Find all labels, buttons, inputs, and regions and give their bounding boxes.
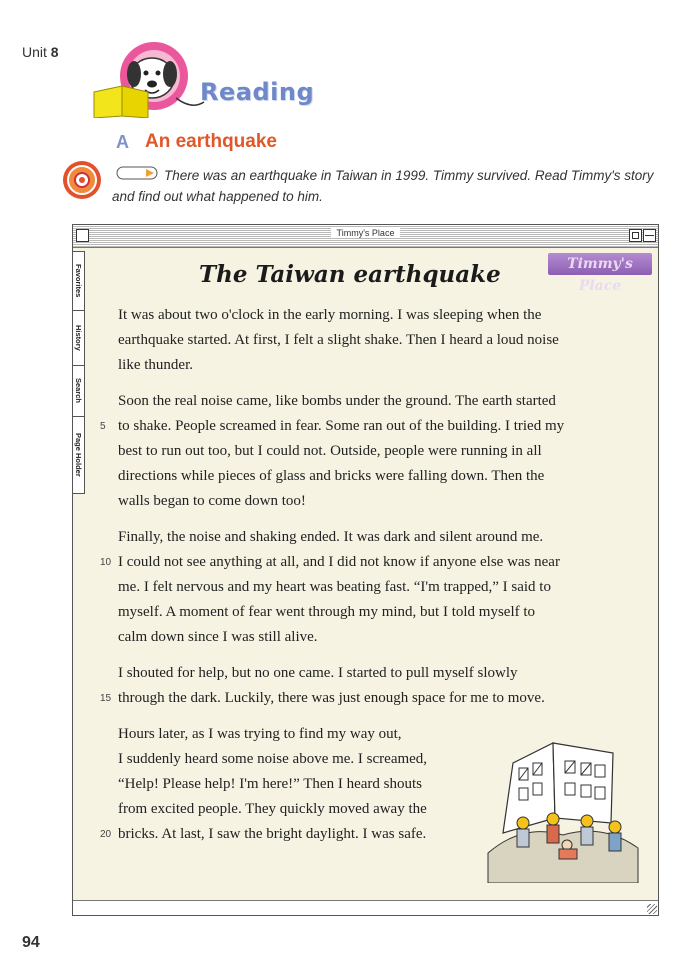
story-line [100,550,638,575]
zoom-box-icon[interactable] [629,229,642,242]
unit-prefix: Unit [22,44,47,60]
open-book-icon [94,86,148,118]
window-title: Timmy's Place [331,228,401,238]
line-text: through the dark. Luckily, there was just enough space for me to move. [118,690,545,706]
story-line [118,625,638,650]
line-text: to shake. People screamed in fear. Some ran out of the building. I tried my [118,418,565,434]
resize-grip-icon[interactable] [647,904,657,914]
collapse-box-icon[interactable] [643,229,656,242]
story-line [118,389,638,414]
line-text: Finally, the noise and shaking ended. It was dark and silent around me. [118,529,544,545]
line-number: 15 [100,693,112,704]
unit-label [22,44,59,60]
audio-track-icon[interactable] [116,166,158,180]
cd-icon[interactable] [62,160,102,200]
tab-favorites[interactable]: Favorites [73,251,85,311]
story-line [118,439,638,464]
line-text: directions while pieces of glass and bricks were falling down. Then the [118,468,545,484]
line-text: “Help! Please help! I'm here!” Then I heard shouts [118,776,422,792]
tab-page-holder[interactable]: Page Holder [73,416,85,494]
line-text: best to run out too, but I could not. Outside, people were running in all [118,443,542,459]
mascot-dog-icon [92,40,207,118]
instructions-text: There was an earthquake in Taiwan in 1999. Timmy survived. Read Timmy's story and find out what happened to him. [112,168,654,204]
unit-number: 8 [50,44,59,60]
section-title: An earthquake [145,131,277,152]
story-line [100,414,638,439]
line-text: from excited people. They quickly moved away the [118,801,427,817]
line-number: 5 [100,421,106,432]
story-paragraph [100,389,638,514]
line-text: calm down since I was still alive. [118,629,318,645]
story-line [118,464,638,489]
tab-history[interactable]: History [73,310,85,366]
line-number: 20 [100,829,112,840]
side-tabs [73,251,85,493]
story-line [118,328,638,353]
rescue-illustration [483,723,643,883]
line-text: myself. A moment of fear went through my mind, but I told myself to [118,604,536,620]
story-paragraph [100,661,638,711]
line-text: earthquake started. At first, I felt a slight shake. Then I heard a loud noise [118,332,559,348]
brand-badge: Timmy's Place [548,253,652,275]
story-line [118,600,638,625]
tab-search[interactable]: Search [73,365,85,417]
story-line [118,525,638,550]
story-line [118,303,638,328]
line-text: I could not see anything at all, and I did not know if anyone else was near [118,554,560,570]
line-text: like thunder. [118,357,193,373]
window-status-bar [73,900,658,915]
page-number: 94 [22,934,40,951]
close-box-icon[interactable] [76,229,89,242]
line-text: It was about two o'clock in the early morning. I was sleeping when the [118,307,542,323]
line-text: bricks. At last, I saw the bright daylight. I was safe. [118,826,427,842]
line-text: Hours later, as I was trying to find my way out, [118,726,402,742]
section-letter: A [116,132,129,152]
story-paragraph [100,525,638,650]
story-paragraph [118,303,638,378]
window-title-bar[interactable] [73,225,658,248]
line-text: I shouted for help, but no one came. I started to pull myself slowly [118,665,518,681]
section-heading: Reading [200,78,315,106]
line-text: I suddenly heard some noise above me. I screamed, [118,751,428,767]
browser-window [72,224,659,916]
story-line [118,575,638,600]
story-line [118,489,638,514]
story-line [118,661,638,686]
line-text: Soon the real noise came, like bombs under the ground. The earth started [118,393,556,409]
line-text: walls began to come down too! [118,493,306,509]
line-number: 10 [100,557,112,568]
line-text: me. I felt nervous and my heart was beating fast. “I'm trapped,” I said to [118,579,551,595]
story-line [100,686,638,711]
story-line [118,353,638,378]
story-title: The Taiwan earthquake [199,261,501,288]
